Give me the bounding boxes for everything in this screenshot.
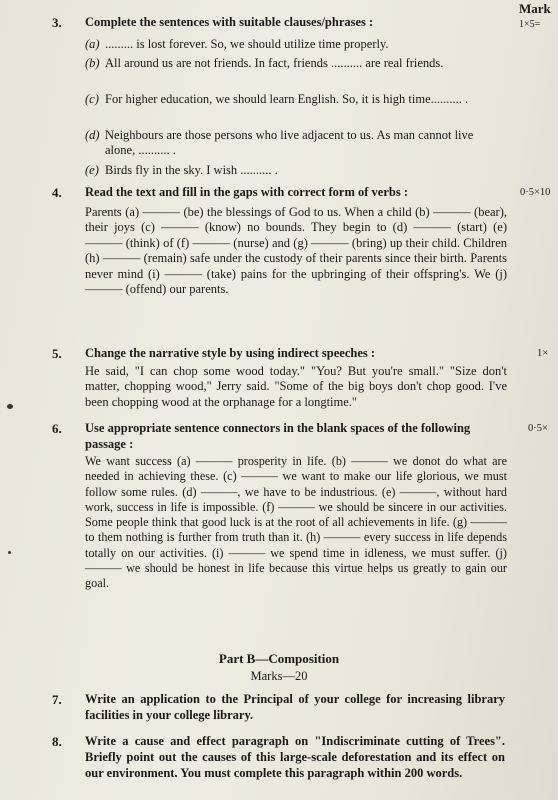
item-label: (b): [85, 56, 100, 70]
marks-column-header: [519, 2, 551, 32]
q6-passage: We want success (a) ——— prosperity in life. (b) ——— we donot do what are needed in achieving these. (c) ——— we want to make our life glorious, we must follow some rules. (d) ———, we have to be industrious. (e) ———, without hard work, success in life is impossible. (f) ——— we should be sincere in our activities. Some people think that good luck is at the root of all achievements in life. (g) ——— to them nothing is further from truth than it. (h) ——— every success in life depends totally on our activities. (i) ——— we spend time in idleness, we must suffer. (j) ——— we should be honest in life because this virtue helps us greatly to gain our goal.: [85, 454, 507, 591]
item-text: ......... is lost forever. So, we should utilize time properly.: [105, 37, 389, 51]
question-stem: Complete the sentences with suitable clauses/phrases :: [85, 15, 374, 29]
item-text: All around us are not friends. In fact, friends .......... are real friends.: [105, 56, 444, 70]
item-label: (e): [85, 163, 99, 177]
item-text: For higher education, we should learn English. So, it is high time.......... .: [105, 92, 469, 106]
item-label: (c): [85, 92, 99, 106]
item-text: Neighbours are those persons who live adjacent to us. As man cannot live alone, .......... .: [105, 128, 474, 157]
item-text: Birds fly in the sky. I wish .......... .: [105, 163, 278, 177]
ink-spot: [7, 404, 13, 409]
question-number: 6.: [52, 421, 62, 436]
ink-spot: [8, 551, 11, 554]
question-marks: 0·5×: [528, 423, 548, 434]
question-number: 5.: [52, 346, 62, 361]
question-number: 8.: [52, 734, 62, 749]
question-stem: Change the narrative style by using indirect speeches :: [85, 346, 376, 360]
question-number: 7.: [52, 692, 62, 707]
part-b-title: Part B—Composition: [218, 651, 340, 666]
part-b-marks: Marks—20: [250, 669, 308, 683]
question-stem: Read the text and fill in the gaps with correct form of verbs :: [85, 185, 408, 199]
item-label: (d): [85, 128, 100, 142]
question-number: 4.: [52, 185, 62, 200]
marks-header-value: 1×5=: [519, 19, 541, 30]
question-stem: Use appropriate sentence connectors in the blank spaces of the following passage :: [85, 421, 471, 451]
q4-passage: Parents (a) ——— (be) the blessings of God to us. When a child (b) ——— (bear), their joys (c) ——— (know) no bounds. They begin to (d) ——— (start) (e) ——— (think) of (f) ——— (nurse) and (g) ——— (bring) up their child. Children (h) ——— (remain) safe under the custody of their parents since their birth. Parents never mind (i) ——— (take) pains for the upbringing of their offspring's. We (j) ——— (offend) our parents.: [85, 205, 507, 297]
question-stem: Write a cause and effect paragraph on "Indiscriminate cutting of Trees". Briefly point out the causes of this large-scale deforestation and its effect on our environment. You must complete this paragraph within 200 words.: [85, 734, 505, 780]
question-marks: 0·5×10: [520, 187, 551, 198]
q5-passage: He said, "I can chop some wood today." "You? But you're small." "Size don't matter, chopping wood," Jerry said. "Some of the big boys don't chop good. I've been chopping wood at the orphanage for a longtime.": [85, 364, 507, 409]
question-marks: 1×: [537, 348, 549, 359]
question-stem: Write an application to the Principal of your college for increasing library facilities in your college library.: [85, 692, 505, 722]
question-number: 3.: [52, 15, 62, 30]
item-label: (a): [85, 37, 100, 51]
marks-header-title: Mark: [519, 1, 551, 16]
